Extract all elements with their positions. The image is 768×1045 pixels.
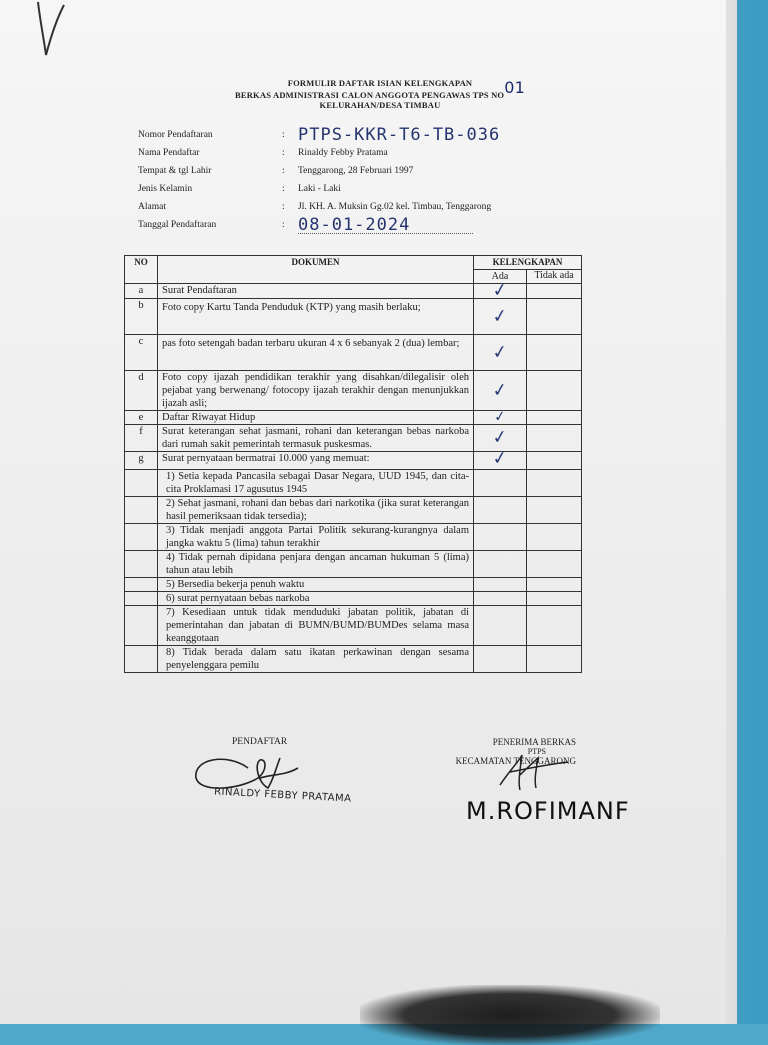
row-text: Surat Pendaftaran	[158, 284, 474, 299]
check-icon: ✓	[490, 279, 509, 302]
table-row	[125, 299, 582, 335]
row-no-empty	[125, 551, 158, 578]
check-icon: ✓	[490, 340, 509, 364]
row-no-empty	[125, 606, 158, 646]
table-row	[125, 411, 582, 425]
title-line-2-text: BERKAS ADMINISTRASI CALON ANGGOTA PENGAWAS TPS NO	[234, 90, 505, 100]
check-icon: ✓	[490, 447, 509, 470]
info-value-wrap	[298, 215, 411, 240]
row-no: c	[125, 335, 158, 371]
signature-left-title: PENDAFTAR	[232, 737, 288, 747]
cell-ada	[474, 408, 527, 426]
table-subrow	[125, 592, 582, 606]
subrow-text: 2) Sehat jasmani, rohani dan bebas dari narkotika (jika surat keterangan hasil pemeriksaan tidak tersedia);	[158, 497, 474, 524]
cell-tidak-ada	[527, 452, 582, 470]
subrow-text: 4) Tidak pernah dipidana penjara dengan ancaman hukuman 5 (lima) tahun atau lebih	[158, 551, 474, 578]
row-no: a	[125, 284, 158, 299]
row-no-empty	[125, 592, 158, 606]
subrow-text: 7) Kesediaan untuk tidak menduduki jabatan politik, jabatan di pemerintahan dan jabatan di BUMN/BUMD/BUMDes selama masa keanggotaan	[158, 606, 474, 646]
signature-right-title-1: PENERIMA BERKAS	[492, 737, 576, 747]
row-no: d	[125, 371, 158, 411]
header-no: NO	[125, 256, 158, 284]
header-tidak-ada: Tidak ada	[527, 270, 582, 284]
cell-tidak-ada	[527, 592, 582, 606]
subrow-text: 8) Tidak berada dalam satu ikatan perkawinan dengan sesama penyelenggara pemilu	[158, 646, 474, 673]
info-colon: :	[282, 148, 285, 158]
cell-tidak-ada	[527, 411, 582, 425]
cell-tidak-ada	[527, 425, 582, 452]
info-row-tanggal	[138, 215, 411, 238]
cell-ada	[474, 524, 527, 551]
registrant-info	[138, 125, 501, 238]
subrow-text: 1) Setia kepada Pancasila sebagai Dasar Negara, UUD 1945, dan cita-cita Proklamasi 17 agusutus 1945	[158, 470, 474, 497]
cell-tidak-ada	[527, 524, 582, 551]
check-icon: ✓	[490, 426, 509, 449]
table-row	[125, 284, 582, 299]
info-label: Tempat & tgl Lahir	[138, 166, 212, 176]
shadow	[360, 985, 660, 1045]
subrow-text: 3) Tidak menjadi anggota Partai Politik sekurang-kurangnya dalam jangka waktu 5 (lima) tahun terakhir	[158, 524, 474, 551]
cell-ada	[474, 447, 527, 470]
row-text: Surat keterangan sehat jasmani, rohani dan keterangan bebas narkoba dari rumah sakit pemerintah termasuk puskesmas.	[158, 425, 474, 452]
info-colon: :	[282, 130, 285, 140]
row-no: f	[125, 425, 158, 452]
info-label: Nomor Pendaftaran	[138, 130, 213, 140]
info-row-kelamin	[138, 184, 340, 202]
row-no-empty	[125, 524, 158, 551]
row-no: b	[125, 299, 158, 335]
info-value-handwritten: PTPS-KKR-T6-TB-036	[298, 125, 501, 145]
signature-right-title-2: PTPS	[527, 747, 546, 756]
cell-tidak-ada	[527, 606, 582, 646]
signature-right-title-3: KECAMATAN TENGGARONG	[455, 756, 576, 766]
form-title	[0, 78, 760, 110]
signature-right-icon	[490, 750, 570, 795]
info-label: Jenis Kelamin	[138, 184, 193, 194]
info-label: Tanggal Pendaftaran	[138, 220, 217, 230]
title-line-1: FORMULIR DAFTAR ISIAN KELENGKAPAN	[287, 78, 473, 88]
table-subrow	[125, 646, 582, 673]
row-text: Daftar Riwayat Hidup	[158, 411, 474, 425]
cell-tidak-ada	[527, 646, 582, 673]
cell-tidak-ada	[527, 371, 582, 411]
title-line-3: KELURAHAN/DESA TIMBAU	[319, 100, 441, 110]
cell-tidak-ada	[527, 551, 582, 578]
row-text: Surat pernyataan bermatrai 10.000 yang memuat:	[158, 452, 474, 470]
table-row	[125, 452, 582, 470]
tps-number: 01	[504, 78, 526, 97]
cell-ada	[474, 646, 527, 673]
info-value: Tenggarong, 28 Februari 1997	[298, 166, 414, 176]
signature-left-name: RINALDY FEBBY PRATAMA	[213, 786, 352, 805]
cell-ada	[474, 551, 527, 578]
table-subrow	[125, 470, 582, 497]
table-subrow	[125, 524, 582, 551]
row-no-empty	[125, 497, 158, 524]
info-value: Laki - Laki	[298, 184, 341, 194]
cell-ada	[474, 606, 527, 646]
document-checklist-table	[124, 255, 582, 673]
check-icon: ✓	[490, 378, 509, 402]
cell-tidak-ada	[527, 470, 582, 497]
row-no: e	[125, 411, 158, 425]
subrow-text: 6) surat pernyataan bebas narkoba	[158, 592, 474, 606]
table-row	[125, 335, 582, 371]
info-label: Alamat	[138, 202, 166, 212]
cell-ada	[474, 578, 527, 592]
table-subrow	[125, 551, 582, 578]
info-value: Jl. KH. A. Muksin Gg.02 kel. Timbau, Tenggarong	[298, 202, 492, 212]
subrow-text: 5) Bersedia bekerja penuh waktu	[158, 578, 474, 592]
info-value-handwritten: 08-01-2024	[298, 215, 411, 235]
cell-tidak-ada	[527, 335, 582, 371]
cell-tidak-ada	[527, 497, 582, 524]
table-header-row	[125, 256, 582, 270]
header-ada: Ada	[474, 270, 527, 284]
info-row-nomor	[138, 125, 501, 148]
info-row-ttl	[138, 166, 414, 184]
check-icon: ✓	[493, 408, 507, 426]
cell-ada	[474, 592, 527, 606]
info-row-nama	[138, 148, 388, 166]
cell-ada	[474, 497, 527, 524]
table-subrow	[125, 497, 582, 524]
header-kelengkapan: KELENGKAPAN	[474, 256, 582, 270]
cell-ada	[474, 335, 527, 371]
table-row	[125, 425, 582, 452]
table-subrow	[125, 578, 582, 592]
row-text: pas foto setengah badan terbaru ukuran 4 x 6 sebanyak 2 (dua) lembar;	[158, 335, 474, 371]
info-value: Rinaldy Febby Pratama	[298, 148, 388, 158]
info-colon: :	[282, 220, 285, 230]
row-text: Foto copy Kartu Tanda Penduduk (KTP) yang masih berlaku;	[158, 299, 474, 335]
info-label: Nama Pendaftar	[138, 148, 200, 158]
row-no-empty	[125, 646, 158, 673]
cell-ada	[474, 371, 527, 411]
header-dokumen: DOKUMEN	[158, 256, 474, 284]
cell-tidak-ada	[527, 578, 582, 592]
row-no-empty	[125, 578, 158, 592]
check-icon: ✓	[490, 304, 509, 328]
info-colon: :	[282, 202, 285, 212]
pen-mark-icon	[30, 0, 70, 60]
table-row	[125, 371, 582, 411]
dotted-line	[298, 233, 473, 234]
signature-right-name: M.ROFIMANF	[466, 797, 630, 825]
info-colon: :	[282, 166, 285, 176]
cell-ada	[474, 299, 527, 335]
info-colon: :	[282, 184, 285, 194]
row-no: g	[125, 452, 158, 470]
cell-ada	[474, 470, 527, 497]
row-no-empty	[125, 470, 158, 497]
table-subrow	[125, 606, 582, 646]
cell-ada	[474, 279, 527, 302]
cell-tidak-ada	[527, 284, 582, 299]
row-text: Foto copy ijazah pendidikan terakhir yang disahkan/dilegalisir oleh pejabat yang berwenang/ fotocopy ijazah terakhir dengan menunjukkan ijazah asli;	[158, 371, 474, 411]
cell-tidak-ada	[527, 299, 582, 335]
